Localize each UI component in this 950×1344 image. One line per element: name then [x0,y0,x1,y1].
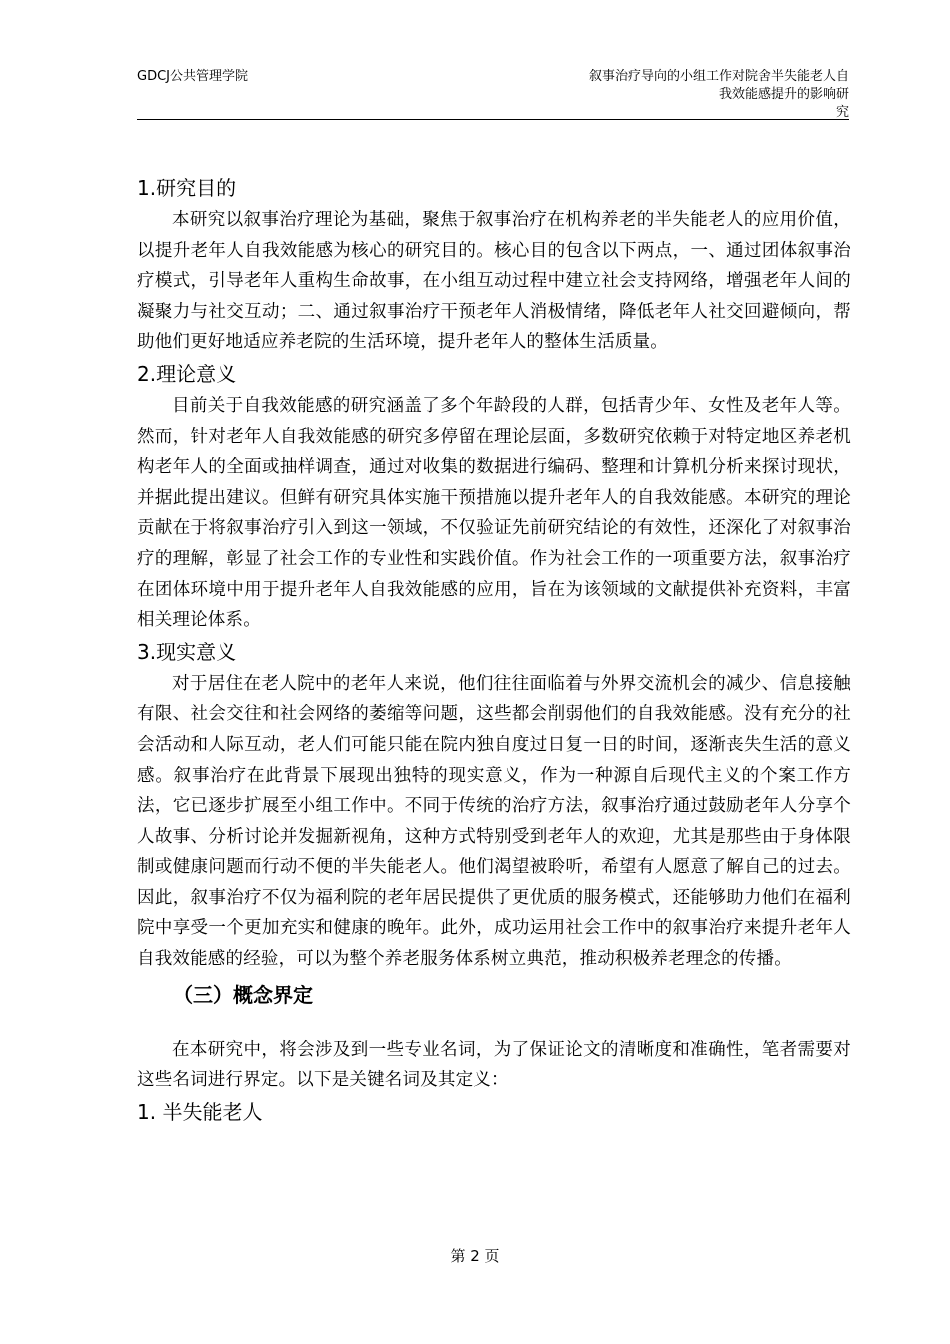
header-title-line-2: 我效能感提升的影响研 [718,87,849,102]
heading-research-purpose: 1.研究目的 [137,176,237,200]
paragraph-practical-significance: 对于居住在老人院中的老年人来说，他们往往面临着与外界交流机会的减少、信息接触有限、社会交往和社会网络的萎缩等问题，这些都会削弱他们的自我效能感。没有充分的社会活动和人际互动，老人们可能只能在院内独自度过日复一日的时间，逐渐丧失生活的意义感。叙事治疗在此背景下展现出独特的现实意义，作为一种源自后现代主义的个案工作方法，它已逐步扩展至小组工作中。不同于传统的治疗方法，叙事治疗通过鼓励老年人分享个人故事、分析讨论并发掘新视角，这种方式特别受到老年人的欢迎，尤其是那些由于身体限制或健康问题而行动不便的半失能老人。他们渴望被聆听，希望有人愿意了解自己的过去。因此，叙事治疗不仅为福利院的老年居民提供了更优质的服务模式，还能够助力他们在福利院中享受一个更加充实和健康的晚年。此外，成功运用社会工作中的叙事治疗来提升老年人自我效能感的经验，可以为整个养老服务体系树立典范，推动积极养老理念的传播。 [137,673,851,970]
heading-theoretical-significance: 2.理论意义 [137,361,237,386]
header-thesis-title [549,68,849,122]
paragraph-research-purpose: 本研究以叙事治疗理论为基础，聚焦于叙事治疗在机构养老的半失能老人的应用价值，以提升老年人自我效能感为核心的研究目的。核心目的包含以下两点，一、通过团体叙事治疗模式，引导老年人重构生命故事，在小组互动过程中建立社会支持网络，增强老年人间的凝聚力与社交互动；二、通过叙事治疗干预老年人消极情绪，降低老年人社交回避倾向，帮助他们更好地适应养老院的生活环境，提升老年人的整体生活质量。 [137,210,851,353]
heading-concept-definition: （三）概念界定 [173,982,313,1007]
spacer [137,1015,851,1035]
header-title-line-3: 究 [835,105,849,120]
paragraph-theoretical-significance: 目前关于自我效能感的研究涵盖了多个年龄段的人群，包括青少年、女性及老年人等。然而，针对老年人自我效能感的研究多停留在理论层面，多数研究依赖于对特定地区养老机构老年人的全面或抽样调查，通过对收集的数据进行编码、整理和计算机分析来探讨现状，并据此提出建议。但鲜有研究具体实施干预措施以提升老年人的自我效能感。本研究的理论贡献在于将叙事治疗引入到这一领域，不仅验证先前研究结论的有效性，还深化了对叙事治疗的理解，彰显了社会工作的专业性和实践价值。作为社会工作的一项重要方法，叙事治疗在团体环境中用于提升老年人自我效能感的应用，旨在为该领域的文献提供补充资料，丰富相关理论体系。 [137,395,851,631]
heading-semi-disabled-elderly: 1. 半失能老人 [137,1099,263,1124]
header-title-line-1: 叙事治疗导向的小组工作对院舍半失能老人自 [588,69,849,84]
paragraph-concept-definition: 在本研究中，将会涉及到一些专业名词，为了保证论文的清晰度和准确性，笔者需要对这些名词进行界定。以下是关键名词及其定义： [137,1039,851,1091]
page-number: 第 2 页 [450,1247,500,1265]
heading-practical-significance: 3.现实意义 [137,639,237,664]
header-institution: GDCJ公共管理学院 [137,69,248,84]
page-body [137,172,851,1129]
header-divider [137,119,849,120]
